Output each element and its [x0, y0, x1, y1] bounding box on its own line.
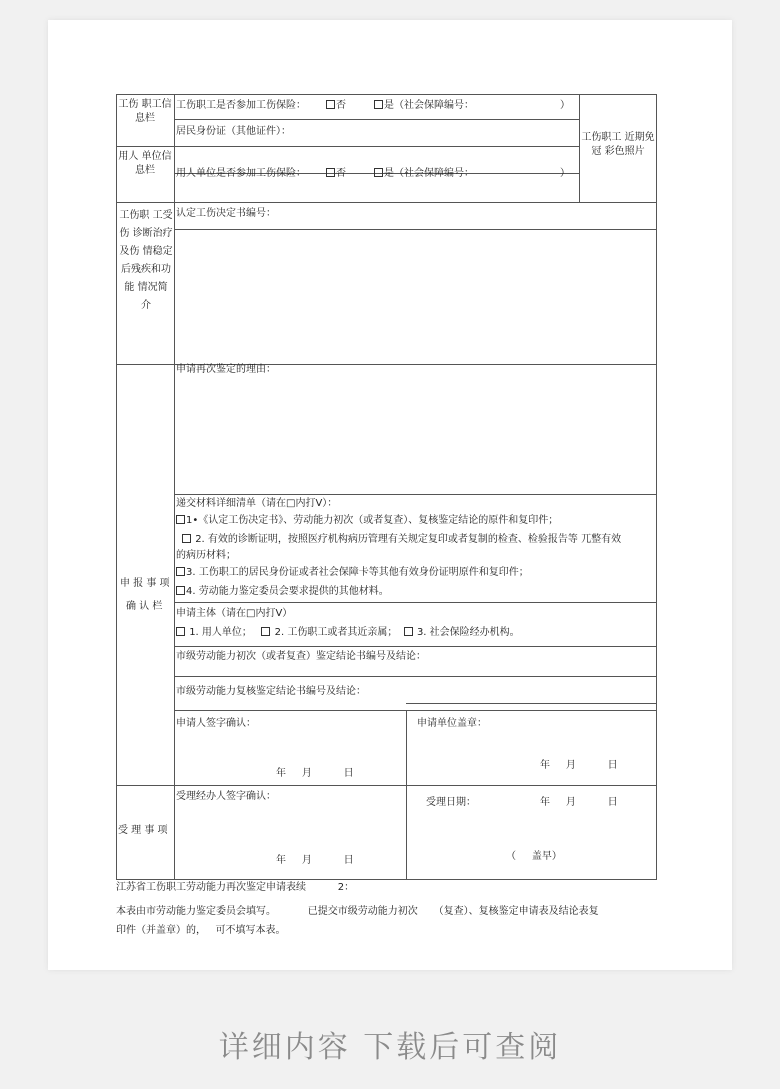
handler-sign-date: 年 月 日 [276, 855, 354, 866]
table-line [174, 676, 657, 677]
applicant-option-agency-text: 3. 社会保险经办机构。 [416, 627, 520, 638]
table-line [174, 494, 657, 495]
photo-placeholder: 工伤职工 近期免冠 彩色照片 [581, 132, 655, 157]
material-item-2-text: 2. 有效的诊断证明，按照医疗机构病历管理有关规定复印或者复制的检查、检验报告等 兀整有效 [195, 534, 622, 545]
worker-insured-question-text: 工伤职工是否参加工伤保险： [176, 100, 306, 111]
initial-conclusion-field[interactable]: 市级劳动能力初次（或者复查）鉴定结论书编号及结论： [176, 651, 426, 662]
material-item-2-continued: 的病历材料； [176, 550, 236, 561]
unit-seal-field[interactable]: 申请单位盖章： [417, 718, 487, 729]
worker-insured-question [176, 99, 306, 113]
table-line [656, 94, 657, 880]
material-item-4-text: 4. 劳动能力鉴定委员会要求提供的其他材料。 [186, 586, 389, 597]
table-line [174, 119, 579, 120]
applicant-option-employer[interactable] [176, 627, 252, 638]
download-caption: 详细内容 下载后可查阅 [218, 1030, 562, 1065]
table-line [406, 703, 657, 704]
accept-seal: （ 盖早） [506, 851, 562, 862]
material-item-1-text: 1•《认定工伤决定书》、劳动能力初次（或者复查）、复核鉴定结论的原件和复印件； [186, 515, 559, 526]
worker-insured-close: ） [560, 100, 570, 111]
checkbox-icon[interactable] [374, 100, 383, 109]
employer-insured-question: 用人单位是否参加工伤保险： [176, 168, 306, 179]
checkbox-icon[interactable] [374, 168, 383, 177]
accept-section-label: 受 理 事 项 [118, 825, 168, 836]
material-item-4[interactable] [176, 585, 389, 599]
applicant-type-title: 申请主体（请在□内打V） [176, 608, 293, 619]
applicant-option-worker-text: 2. 工伤职工或者其近亲属； [274, 627, 398, 638]
table-line [174, 710, 657, 711]
decision-number-field[interactable]: 认定工伤决定书编号： [176, 208, 276, 219]
table-line [116, 879, 657, 880]
employer-insured-yes-option[interactable] [374, 167, 474, 181]
table-line [116, 94, 117, 880]
declaration-section-label: 申 报 事 项 [120, 578, 170, 589]
material-item-3[interactable] [176, 566, 529, 580]
table-line [174, 94, 175, 880]
worker-id-field[interactable]: 居民身份证（其他证件）： [176, 126, 291, 137]
employer-section-label: 用人 单位信息栏 [118, 151, 172, 176]
table-line [174, 229, 657, 230]
table-line [174, 602, 657, 603]
employer-insured-no-option[interactable] [326, 167, 346, 181]
accept-date-parts: 年 月 日 [540, 797, 618, 808]
checkbox-icon[interactable] [176, 627, 185, 636]
unit-seal-date: 年 月 日 [540, 760, 618, 771]
applicant-option-worker[interactable] [261, 627, 397, 638]
applicant-option-agency[interactable] [404, 627, 520, 638]
worker-section-label: 工伤 职工信息栏 [118, 99, 172, 124]
employer-insured-close: ） [560, 168, 570, 179]
applicant-option-employer-text: 1. 用人单位； [189, 627, 252, 638]
table-line [174, 646, 657, 647]
checkbox-icon[interactable] [176, 586, 185, 595]
table-line [116, 202, 657, 203]
accept-date-label: 受理日期： [426, 797, 476, 808]
declaration-section-sublabel: 确 认 栏 [126, 601, 163, 612]
table-line [579, 94, 580, 203]
table-line [406, 710, 407, 880]
checkbox-icon[interactable] [261, 627, 270, 636]
handler-signature-field[interactable]: 受理经办人签字确认： [176, 791, 276, 802]
footer-line-1: 江苏省工伤职工劳动能力再次鉴定申请表续 2： [116, 882, 355, 893]
table-line [116, 146, 579, 147]
injury-section-label: 工伤职 工受伤 诊断治疗及伤 情稳定 后残疾和功能 情况简 介 [119, 210, 173, 311]
worker-insured-no-option[interactable] [326, 99, 346, 113]
applicant-signature-field[interactable]: 申请人签字确认： [176, 718, 256, 729]
checkbox-icon[interactable] [404, 627, 413, 636]
material-item-1[interactable] [176, 514, 558, 528]
footer-line-2: 本表由市劳动能力鉴定委员会填写。 已提交市级劳动能力初次 （复查）、复核鉴定申请表及结论表复 [116, 906, 599, 917]
checkbox-icon[interactable] [326, 168, 335, 177]
footer-line-3: 印件（并盖章）的， 可不填写本表。 [116, 925, 286, 936]
materials-title: 递交材料详细清单（请在□内打V）： [176, 498, 338, 509]
table-line [116, 94, 657, 95]
table-line [116, 785, 657, 786]
worker-insured-yes-option[interactable] [374, 99, 474, 113]
form-page [48, 20, 732, 970]
applicant-type-options [176, 626, 520, 640]
review-conclusion-field[interactable]: 市级劳动能力复核鉴定结论书编号及结论： [176, 686, 366, 697]
reason-field[interactable]: 申请再次鉴定的理由： [176, 364, 276, 375]
material-item-2[interactable] [182, 533, 621, 547]
material-item-3-text: 3. 工伤职工的居民身份证或者社会保障卡等其他有效身份证明原件和复印件； [186, 567, 529, 578]
employer-insured-yes-label: 是（社会保障编号： [384, 168, 474, 179]
worker-insured-yes-label: 是（社会保障编号： [384, 100, 474, 111]
employer-insured-no-label: 否 [336, 168, 346, 179]
checkbox-icon[interactable] [176, 567, 185, 576]
checkbox-icon[interactable] [182, 534, 191, 543]
applicant-sign-date: 年 月 日 [276, 768, 354, 779]
worker-insured-no-label: 否 [336, 100, 346, 111]
checkbox-icon[interactable] [326, 100, 335, 109]
checkbox-icon[interactable] [176, 515, 185, 524]
